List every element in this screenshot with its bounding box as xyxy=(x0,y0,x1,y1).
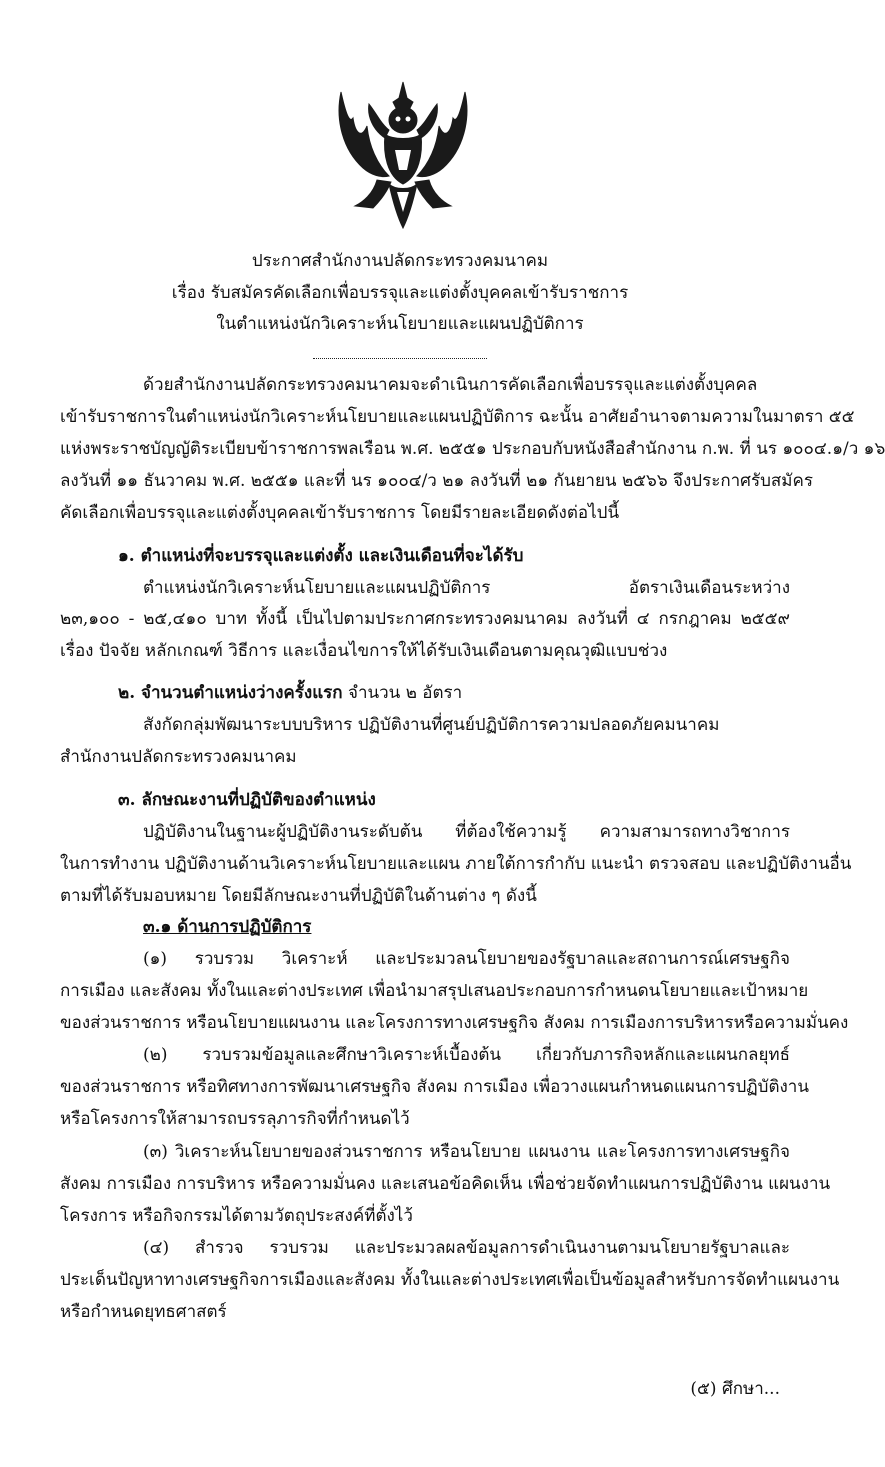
section-1-line: ตำแหน่งนักวิเคราะห์นโยบายและแผนปฏิบัติการ อัตราเงินเดือนระหว่าง xyxy=(143,578,790,598)
section-2-heading-bold: ๒. จำนวนตำแหน่งว่างครั้งแรก xyxy=(118,683,343,703)
item-1-line: ของส่วนราชการ หรือนโยบายแผนงาน และโครงการทางเศรษฐกิจ สังคม การเมืองการบริหารหรือความมั่นคง xyxy=(60,1013,849,1033)
item-4-line: ประเด็นปัญหาทางเศรษฐกิจการเมืองและสังคม ทั้งในและต่างประเทศเพื่อเป็นข้อมูลสำหรับการจัดทำแผนงาน xyxy=(60,1270,840,1290)
item-1-line: (๑) รวบรวม วิเคราะห์ และประมวลนโยบายของรัฐบาลและสถานการณ์เศรษฐกิจ xyxy=(143,949,790,969)
section-3-line: ในการทำงาน ปฏิบัติงานด้านวิเคราะห์นโยบายและแผน ภายใต้การกำกับ แนะนำ ตรวจสอบ และปฏิบัติงานอื่น xyxy=(60,854,852,874)
section-3-line: ตามที่ได้รับมอบหมาย โดยมีลักษณะงานที่ปฏิบัติในด้านต่าง ๆ ดังนี้ xyxy=(60,886,537,906)
section-1-line: ๒๓,๑๐๐ - ๒๕,๔๑๐ บาท ทั้งนี้ เป็นไปตามประกาศกระทรวงคมนาคม ลงวันที่ ๔ กรกฎาคม ๒๕๕๙ xyxy=(60,609,790,629)
intro-line: แห่งพระราชบัญญัติระเบียบข้าราชการพลเรือน พ.ศ. ๒๕๕๑ ประกอบกับหนังสือสำนักงาน ก.พ. ที่ นร ๑๐๐๔.๑/ว ๑๖ xyxy=(60,439,885,459)
section-1-line: เรื่อง ปัจจัย หลักเกณฑ์ วิธีการ และเงื่อนไขการให้ได้รับเงินเดือนตามคุณวุฒิแบบช่วง xyxy=(60,641,668,661)
section-2-heading-count: จำนวน ๒ อัตรา xyxy=(342,683,463,703)
section-3-heading: ๓. ลักษณะงานที่ปฏิบัติของตำแหน่ง xyxy=(118,790,376,810)
section-3-1-heading: ๓.๑ ด้านการปฏิบัติการ xyxy=(143,917,312,937)
page-continuation: (๕) ศึกษา... xyxy=(690,1379,780,1399)
section-1-heading: ๑. ตำแหน่งที่จะบรรจุและแต่งตั้ง และเงินเดือนที่จะได้รับ xyxy=(118,546,524,566)
announcement-subject: เรื่อง รับสมัครคัดเลือกเพื่อบรรจุและแต่งตั้งบุคคลเข้ารับราชการ xyxy=(171,283,629,303)
item-2-line: ของส่วนราชการ หรือทิศทางการพัฒนาเศรษฐกิจ สังคม การเมือง เพื่อวางแผนกำหนดแผนการปฏิบัติงาน xyxy=(60,1077,809,1097)
item-1-line: การเมือง และสังคม ทั้งในและต่างประเทศ เพื่อนำมาสรุปเสนอประกอบการกำหนดนโยบายและเป้าหมาย xyxy=(60,981,809,1001)
item-2-line: หรือโครงการให้สามารถบรรลุภารกิจที่กำหนดไว้ xyxy=(60,1109,410,1129)
section-2-line: สังกัดกลุ่มพัฒนาระบบบริหาร ปฏิบัติงานที่ศูนย์ปฏิบัติการความปลอดภัยคมนาคม xyxy=(143,715,720,735)
section-2-heading xyxy=(118,680,462,706)
item-3-line: โครงการ หรือกิจกรรมได้ตามวัตถุประสงค์ที่ตั้งไว้ xyxy=(60,1206,413,1226)
item-3-line: สังคม การเมือง การบริหาร หรือความมั่นคง และเสนอข้อคิดเห็น เพื่อช่วยจัดทำแผนการปฏิบัติงาน แผนงาน xyxy=(60,1174,831,1194)
item-2-line: (๒) รวบรวมข้อมูลและศึกษาวิเคราะห์เบื้องต้น เกี่ยวกับภารกิจหลักและแผนกลยุทธ์ xyxy=(143,1045,790,1065)
item-4-line: (๔) สำรวจ รวบรวม และประมวลผลข้อมูลการดำเนินงานตามนโยบายรัฐบาลและ xyxy=(143,1238,790,1258)
announcement-position: ในตำแหน่งนักวิเคราะห์นโยบายและแผนปฏิบัติการ xyxy=(216,314,584,334)
section-3-line: ปฏิบัติงานในฐานะผู้ปฏิบัติงานระดับต้น ที่ต้องใช้ความรู้ ความสามารถทางวิชาการ xyxy=(143,822,790,842)
item-4-line: หรือกำหนดยุทธศาสตร์ xyxy=(60,1302,227,1322)
announcement-title: ประกาศสำนักงานปลัดกระทรวงคมนาคม xyxy=(251,251,549,271)
garuda-emblem-icon xyxy=(333,80,473,230)
intro-line: ด้วยสำนักงานปลัดกระทรวงคมนาคมจะดำเนินการคัดเลือกเพื่อบรรจุและแต่งตั้งบุคคล xyxy=(143,375,758,395)
section-2-line: สำนักงานปลัดกระทรวงคมนาคม xyxy=(60,747,297,767)
header-separator xyxy=(313,358,487,359)
intro-line: ลงวันที่ ๑๑ ธันวาคม พ.ศ. ๒๕๕๑ และที่ นร ๑๐๐๔/ว ๒๑ ลงวันที่ ๒๑ กันยายน ๒๕๖๖ จึงประกาศรับสมัคร xyxy=(60,471,813,491)
intro-line: คัดเลือกเพื่อบรรจุและแต่งตั้งบุคคลเข้ารับราชการ โดยมีรายละเอียดดังต่อไปนี้ xyxy=(60,503,620,523)
item-3-line: (๓) วิเคราะห์นโยบายของส่วนราชการ หรือนโยบาย แผนงาน และโครงการทางเศรษฐกิจ xyxy=(143,1142,790,1162)
intro-line: เข้ารับราชการในตำแหน่งนักวิเคราะห์นโยบายและแผนปฏิบัติการ ฉะนั้น อาศัยอำนาจตามความในมาตรา ๕๕ xyxy=(60,407,855,427)
